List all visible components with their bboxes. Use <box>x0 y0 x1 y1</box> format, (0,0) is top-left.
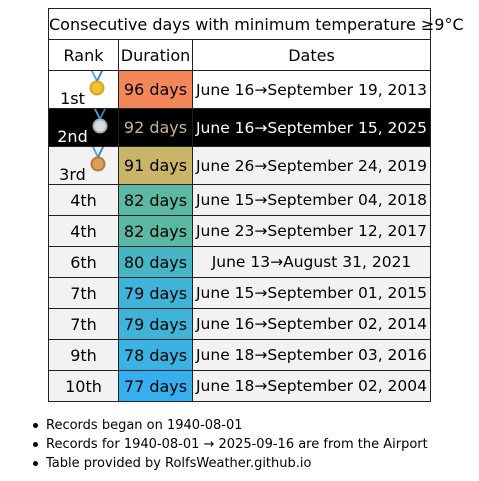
silver-medal-icon <box>90 109 110 135</box>
dates-cell: June 15→September 01, 2015 <box>193 278 431 309</box>
note-item: Records began on 1940-08-01 <box>30 416 428 435</box>
rank-label: 2nd <box>57 126 88 146</box>
bronze-medal-icon <box>88 147 108 173</box>
note-item: Table provided by RolfsWeather.github.io <box>30 454 428 473</box>
rank-label: 4th <box>70 190 97 210</box>
dates-header: Dates <box>193 40 431 71</box>
duration-cell: 79 days <box>119 309 193 340</box>
rank-cell <box>49 247 119 278</box>
dates-cell: June 16→September 02, 2014 <box>193 309 431 340</box>
rank-header: Rank <box>49 40 119 71</box>
table-row <box>49 371 431 402</box>
duration-cell: 91 days <box>119 147 193 185</box>
gold-medal-icon <box>87 71 107 97</box>
rank-cell <box>49 71 119 109</box>
rank-label: 9th <box>70 345 97 365</box>
rank-label: 1st <box>60 88 85 108</box>
table-row <box>49 109 431 147</box>
rank-label: 7th <box>70 283 97 303</box>
rank-cell <box>49 340 119 371</box>
table-title: Consecutive days with minimum temperature ≥9°C <box>49 9 431 40</box>
duration-cell: 82 days <box>119 185 193 216</box>
rank-label: 3rd <box>59 164 86 184</box>
duration-cell: 92 days <box>119 109 193 147</box>
duration-cell: 96 days <box>119 71 193 109</box>
dates-cell: June 26→September 24, 2019 <box>193 147 431 185</box>
rank-label: 4th <box>70 221 97 241</box>
rank-cell <box>49 371 119 402</box>
table-row <box>49 309 431 340</box>
dates-cell: June 13→August 31, 2021 <box>193 247 431 278</box>
rank-cell <box>49 185 119 216</box>
rank-label: 10th <box>65 376 102 396</box>
duration-cell: 77 days <box>119 371 193 402</box>
table-row <box>49 247 431 278</box>
dates-cell: June 15→September 04, 2018 <box>193 185 431 216</box>
rank-cell <box>49 147 119 185</box>
dates-cell: June 18→September 02, 2004 <box>193 371 431 402</box>
dates-cell: June 23→September 12, 2017 <box>193 216 431 247</box>
rank-label: 7th <box>70 314 97 334</box>
duration-cell: 78 days <box>119 340 193 371</box>
duration-cell: 80 days <box>119 247 193 278</box>
duration-header: Duration <box>119 40 193 71</box>
dates-cell: June 16→September 19, 2013 <box>193 71 431 109</box>
dates-cell: June 16→September 15, 2025 <box>193 109 431 147</box>
dates-cell: June 18→September 03, 2016 <box>193 340 431 371</box>
rank-cell <box>49 216 119 247</box>
table-row <box>49 71 431 109</box>
rank-cell <box>49 109 119 147</box>
table-row <box>49 147 431 185</box>
duration-cell: 82 days <box>119 216 193 247</box>
note-item: Records for 1940-08-01 → 2025-09-16 are from the Airport <box>30 435 428 454</box>
rank-label: 6th <box>70 252 97 272</box>
table-row <box>49 216 431 247</box>
rank-cell <box>49 309 119 340</box>
notes-list <box>30 416 428 473</box>
table-row <box>49 278 431 309</box>
records-table <box>48 8 464 402</box>
duration-cell: 79 days <box>119 278 193 309</box>
rank-cell <box>49 278 119 309</box>
table-row <box>49 340 431 371</box>
table-row <box>49 185 431 216</box>
